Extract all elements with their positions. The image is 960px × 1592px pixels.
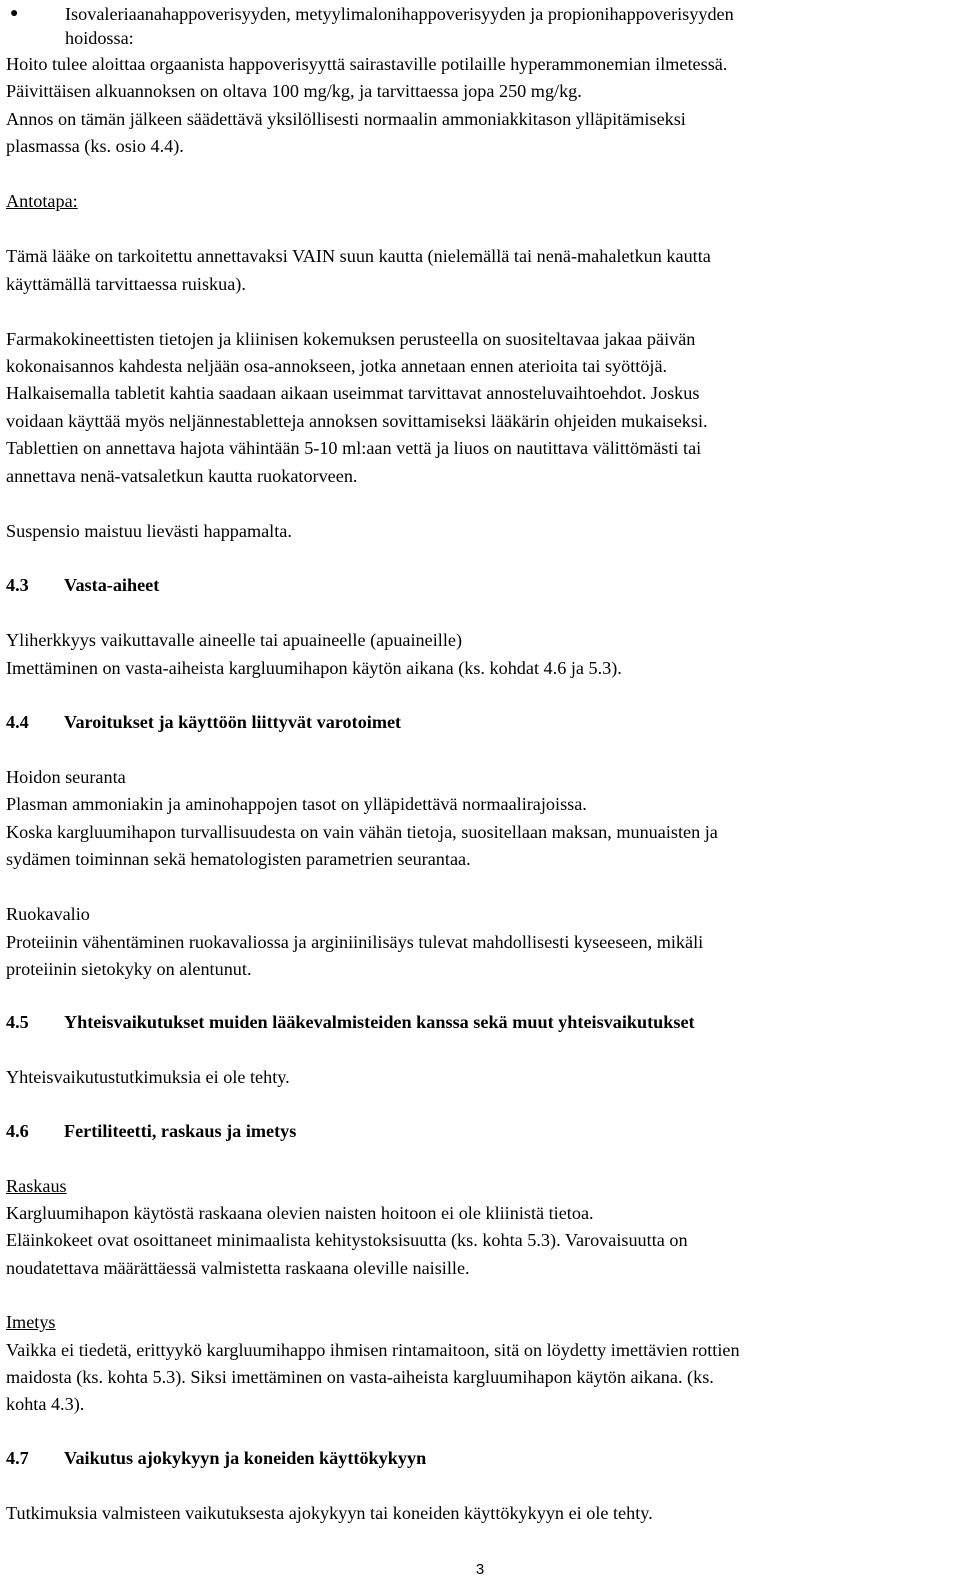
section-number: 4.5	[6, 1012, 29, 1032]
paragraph-line: Vaikka ei tiedetä, erittyykö kargluumihappo ihmisen rintamaitoon, sitä on löydetty imettävien rottien	[6, 1340, 740, 1360]
section-title: Vasta-aiheet	[64, 575, 160, 595]
subheading: Imetys	[6, 1312, 56, 1332]
paragraph-line: Imettäminen on vasta-aiheista kargluumihapon käytön aikana (ks. kohdat 4.6 ja 5.3).	[6, 658, 622, 678]
section-heading-4-6	[6, 1117, 296, 1145]
paragraph-line: Farmakokineettisten tietojen ja kliinisen kokemuksen perusteella on suositeltavaa jakaa päivän	[6, 329, 696, 349]
section-number: 4.3	[6, 575, 29, 595]
paragraph-line: Koska kargluumihapon turvallisuudesta on vain vähän tietoja, suositellaan maksan, munuaisten ja	[6, 822, 718, 842]
section-title: Varoitukset ja käyttöön liittyvät varotoimet	[64, 712, 402, 732]
section-title: Fertiliteetti, raskaus ja imetys	[64, 1121, 297, 1141]
paragraph-line: kohta 4.3).	[6, 1394, 85, 1414]
dosing-line: plasmassa (ks. osio 4.4).	[6, 136, 184, 156]
section-number: 4.7	[6, 1448, 29, 1468]
section-number: 4.6	[6, 1121, 29, 1141]
section-number: 4.4	[6, 712, 29, 732]
subheading: Hoidon seuranta	[6, 767, 126, 787]
section-title: Vaikutus ajokykyyn ja koneiden käyttökykyyn	[64, 1448, 427, 1468]
paragraph-line: Halkaisemalla tabletit kahtia saadaan aikaan useimmat tarvittavat annosteluvaihtoehdot. Joskus	[6, 383, 700, 403]
paragraph-line: maidosta (ks. kohta 5.3). Siksi imettäminen on vasta-aiheista kargluumihapon käytön aikana. (ks.	[6, 1367, 714, 1387]
bullet-dot-icon: ●	[10, 6, 19, 21]
bullet-line-1: Isovaleriaanahappoverisyyden, metyylimalonihappoverisyyden ja propionihappoverisyyden	[65, 4, 734, 24]
paragraph-line: noudatettava määrättäessä valmistetta raskaana oleville naisille.	[6, 1258, 470, 1278]
dosing-line: Annos on tämän jälkeen säädettävä yksilöllisesti normaalin ammoniakkitason ylläpitämiseksi	[6, 109, 686, 129]
subheading: Raskaus	[6, 1176, 67, 1196]
paragraph-line: Tämä lääke on tarkoitettu annettavaksi VAIN suun kautta (nielemällä tai nenä-mahaletkun kautta	[6, 246, 711, 266]
section-heading-4-3	[6, 571, 159, 599]
paragraph-line: annettava nenä-vatsaletkun kautta ruokatorveen.	[6, 466, 358, 486]
paragraph-line: kokonaisannos kahdesta neljään osa-annokseen, jotka annetaan ennen aterioita tai syöttöjä.	[6, 356, 668, 376]
paragraph-line: Eläinkokeet ovat osoittaneet minimaalista kehitystoksisuutta (ks. kohta 5.3). Varovaisuutta on	[6, 1230, 688, 1250]
section-heading-4-5	[6, 1008, 695, 1036]
paragraph-line: Suspensio maistuu lievästi happamalta.	[6, 521, 292, 541]
paragraph-line: Kargluumihapon käytöstä raskaana olevien naisten hoitoon ei ole kliinistä tietoa.	[6, 1203, 594, 1223]
paragraph-line: proteiinin sietokyky on alentunut.	[6, 959, 252, 979]
paragraph-line: Tutkimuksia valmisteen vaikutuksesta ajokykyyn tai koneiden käyttökykyyn ei ole tehty.	[6, 1503, 653, 1523]
paragraph-line: Yliherkkyys vaikuttavalle aineelle tai apuaineelle (apuaineille)	[6, 630, 463, 650]
dosing-line: Hoito tulee aloittaa orgaanista happoverisyyttä sairastaville potilaille hyperammonemian ilmetessä.	[6, 54, 728, 74]
paragraph-line: Tablettien on annettava hajota vähintään 5-10 ml:aan vettä ja liuos on nautittava välittömästi tai	[6, 438, 702, 458]
section-heading-4-4	[6, 708, 401, 736]
subheading: Ruokavalio	[6, 904, 90, 924]
paragraph-line: voidaan käyttää myös neljännestabletteja annoksen sovittamiseksi lääkärin ohjeiden mukaiseksi.	[6, 411, 708, 431]
paragraph-line: käyttämällä tarvittaessa ruiskua).	[6, 274, 246, 294]
bullet-line-2: hoidossa:	[65, 28, 134, 48]
dosing-line: Päivittäisen alkuannoksen on oltava 100 mg/kg, ja tarvittaessa jopa 250 mg/kg.	[6, 81, 582, 101]
antotapa-heading: Antotapa:	[6, 191, 78, 211]
page-number: 3	[475, 1561, 485, 1578]
paragraph-line: Yhteisvaikutustutkimuksia ei ole tehty.	[6, 1067, 290, 1087]
section-title: Yhteisvaikutukset muiden lääkevalmisteiden kanssa sekä muut yhteisvaikutukset	[64, 1012, 695, 1032]
paragraph-line: Plasman ammoniakin ja aminohappojen tasot on ylläpidettävä normaalirajoissa.	[6, 794, 587, 814]
paragraph-line: Proteiinin vähentäminen ruokavaliossa ja arginiinilisäys tulevat mahdollisesti kyseeseen, mikäli	[6, 932, 704, 952]
paragraph-line: sydämen toiminnan sekä hematologisten parametrien seurantaa.	[6, 849, 471, 869]
section-heading-4-7	[6, 1444, 426, 1472]
